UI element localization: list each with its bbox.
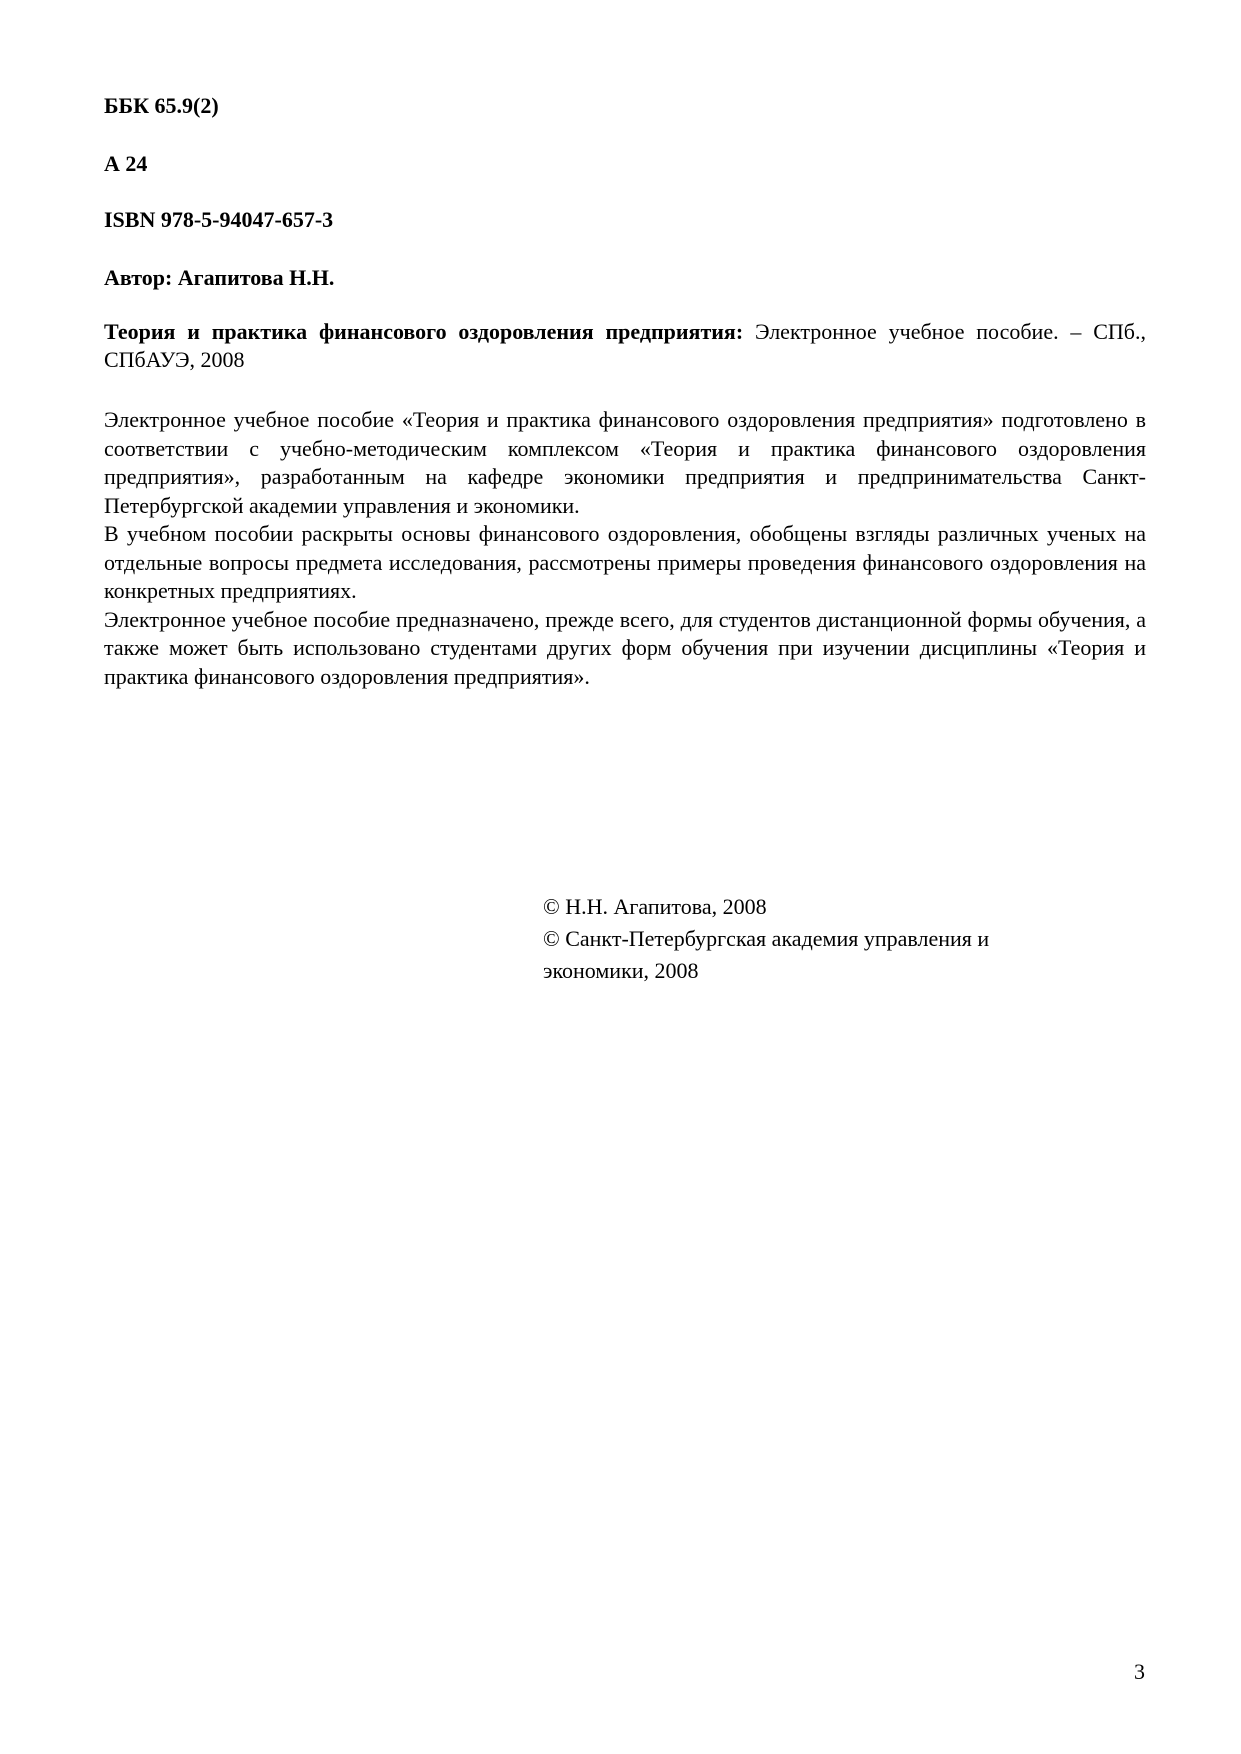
copyright-author: © Н.Н. Агапитова, 2008 — [543, 894, 767, 919]
author-line: Автор: Агапитова Н.Н. — [104, 265, 335, 290]
abstract-paragraph: Электронное учебное пособие предназначено, прежде всего, для студентов дистанционной формы обучения, а также может быть использовано студентами других форм обучения при изучении дисциплины «Теория и практика финансового оздоровления предприятия». — [104, 606, 1146, 689]
copyright-institution: © Санкт-Петербургская академия управления и — [543, 926, 990, 951]
citation-description: Электронное учебное пособие. – СПб., СПбАУЭ, 2008 — [104, 319, 1146, 372]
isbn: ISBN 978-5-94047-657-3 — [104, 207, 334, 232]
abstract-paragraph: Электронное учебное пособие «Теория и практика финансового оздоровления предприятия» подготовлено в соответствии с учебно-методическим комплексом «Теория и практика финансового оздоровления предприятия», разработанным на кафедре экономики предприятия и предпринимательства Санкт-Петербургской академии управления и экономики. — [104, 407, 1146, 518]
abstract — [104, 406, 1146, 691]
bbk-code: ББК 65.9(2) — [104, 93, 219, 118]
abstract-paragraph: В учебном пособии раскрыты основы финансового оздоровления, обобщены взгляды различных ученых на отдельные вопросы предмета исследования, рассмотрены примеры проведения финансового оздоровления на конкретных предприятиях. — [104, 521, 1146, 603]
page-number: 3 — [1134, 1659, 1145, 1684]
bibliographic-citation — [104, 318, 1146, 374]
author-sign: А 24 — [104, 151, 148, 176]
citation-title: Теория и практика финансового оздоровления предприятия: — [104, 319, 744, 344]
copyright-institution-cont: экономики, 2008 — [543, 958, 699, 983]
copyright-block — [543, 891, 1083, 987]
